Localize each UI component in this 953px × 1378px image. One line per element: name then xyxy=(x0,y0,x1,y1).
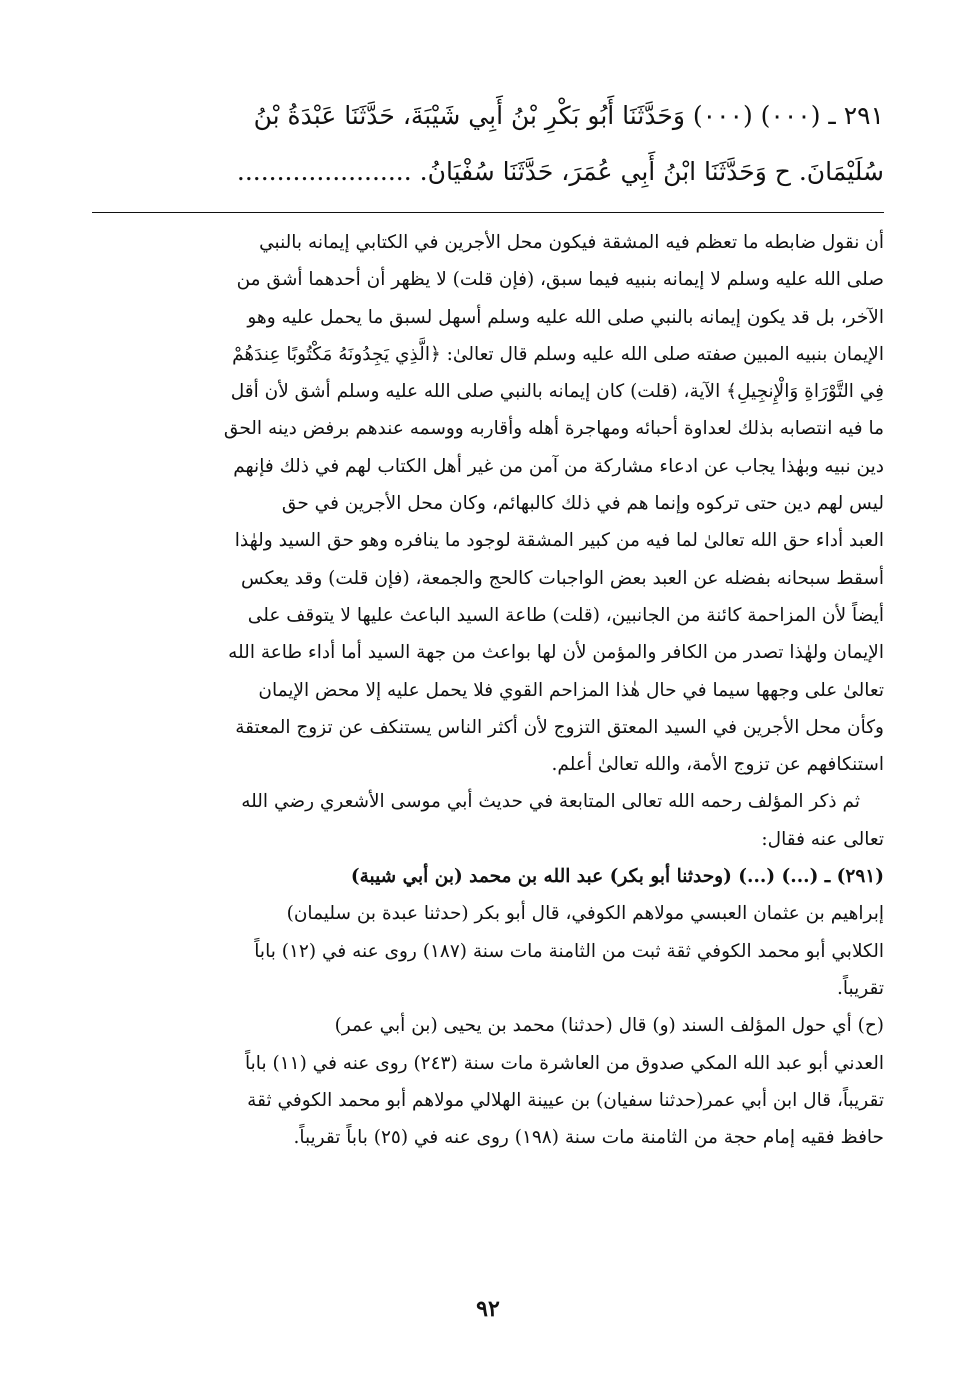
separator-rule xyxy=(92,212,884,213)
text-line: إبراهيم بن عثمان العبسي مولاهم الكوفي، قال أبو بكر (حدثنا عبدة بن سليمان) xyxy=(286,903,884,925)
commentary-text xyxy=(92,224,884,1156)
text-line: فِي التَّوْرَاةِ وَالْإِنجِيلِ﴾ الآية، (قلت) كان إيمانه بالنبي صلى الله عليه وسلم أشق لأن أقل xyxy=(230,381,884,403)
text-line: الإيمان بنبيه المبين صفته صلى الله عليه وسلم قال تعالىٰ: ﴿الَّذِي يَجِدُونَهُ مَكْتُوبًا عِندَهُمْ xyxy=(232,343,884,365)
text-line: ليس لهم دين حتى تركوه وإنما هم في ذلك كالبهائم، وكان محل الأجرين في حق xyxy=(281,493,884,515)
commentary-paragraph xyxy=(92,858,884,1007)
text-line: تقريباً. xyxy=(837,977,884,999)
text-line: الكلابي أبو محمد الكوفي ثقة ثبت من الثامنة مات سنة (١٨٧) روى عنه في (١٢) باباً xyxy=(254,940,884,962)
text-line: الإيمان ولهٰذا تصدر من الكافر والمؤمن لأن لها بواعث من جهة السيد أما أداء طاعة الله xyxy=(228,642,884,664)
text-line: (٢٩١) ـ (...) (...) (وحدثنا أبو بكر) عبد الله بن محمد (بن أبي شيبة) xyxy=(350,866,884,888)
hadith-text xyxy=(92,88,884,204)
commentary-paragraph xyxy=(92,224,884,783)
text-line: العدني أبو عبد الله المكي صدوق من العاشرة مات سنة (٢٤٣) روى عنه في (١١) باباً xyxy=(245,1052,884,1074)
text-line: تعالىٰ على وجهها سيما في حال هٰذا المزاحم القوي فلا يحمل عليه إلا محض الإيمان xyxy=(258,679,884,701)
text-line: تقريباً، قال ابن أبي عمر(حدثنا سفيان) بن عيينة الهلالي مولاهم أبو محمد الكوفي ثقة xyxy=(247,1089,884,1111)
text-line: حافظ فقيه إمام حجة من الثامنة مات سنة (١٩٨) روى عنه في (٢٥) باباً تقريباً. xyxy=(293,1127,884,1149)
page-number: ٩٢ xyxy=(476,1296,500,1322)
commentary-paragraph xyxy=(92,783,884,858)
text-line: أن نقول ضابطه ما تعظم فيه المشقة فيكون محل الأجرين في الكتابي إيمانه بالنبي xyxy=(259,232,884,253)
text-line: الآخر، بل قد يكون إيمانه بالنبي صلى الله عليه وسلم أسهل لسبق ما يحمل عليه وهو xyxy=(247,306,884,328)
commentary-paragraph xyxy=(92,1007,884,1156)
document-page xyxy=(92,88,884,1368)
text-line: استنكافهم عن تزوج الأمة، والله تعالىٰ أعلم. xyxy=(551,754,884,776)
text-line: وكأن محل الأجرين في السيد المعتق التزوج لأن أكثر الناس يستنكف عن تزوج المعتقة xyxy=(235,716,884,738)
text-line: صلى الله عليه وسلم لا إيمانه بنبيه فيما سبق، (فإن قلت) لا يظهر أن أحدهما أشق من xyxy=(236,269,884,291)
text-line: تعالى عنه فقال: xyxy=(761,828,884,850)
text-line: دين نبيه وبهٰذا يجاب عن ادعاء مشاركة من آمن من غير أهل الكتاب لهم في ذلك فإنهم xyxy=(233,455,884,477)
text-line: ما فيه انتصابه بذلك لعداوة أحبائه ومهاجرة أهله وأقاربه ووسمه عندهم برفض دينه الحق xyxy=(223,418,884,440)
text-line: أسقط سبحانه بفضله عن العبد بعض الواجبات كالحج والجمعة، (فإن قلت) وقد يعكس xyxy=(241,567,884,589)
text-line: ثم ذكر المؤلف رحمه الله تعالى المتابعة في حديث أبي موسى الأشعري رضي الله xyxy=(241,791,860,813)
hadith-line: ٢٩١ ـ (٠٠٠) (٠٠٠) وَحَدَّثَنَا أَبُو بَكْرِ بْنُ أَبِي شَيْبَةَ، حَدَّثَنَا عَبْدَةُ بْنُ xyxy=(253,101,884,130)
hadith-line: سُلَيْمَانَ. ح وَحَدَّثَنَا ابْنُ أَبِي عُمَرَ، حَدَّثَنَا سُفْيَانُ. ...................... xyxy=(236,157,884,186)
text-line: أيضاً لأن المزاحمة كائنة من الجانبين، (قلت) طاعة السيد الباعث عليها لا يتوقف على xyxy=(247,604,884,626)
text-line: (ح) أي حول المؤلف السند (و) قال (حدثنا) محمد بن يحيى (بن أبي عمر) xyxy=(334,1015,884,1037)
text-line: العبد أداء حق الله تعالىٰ لما فيه من كبير المشقة لوجود ما ينافره وهو حق السيد ولهٰذا xyxy=(234,530,884,552)
